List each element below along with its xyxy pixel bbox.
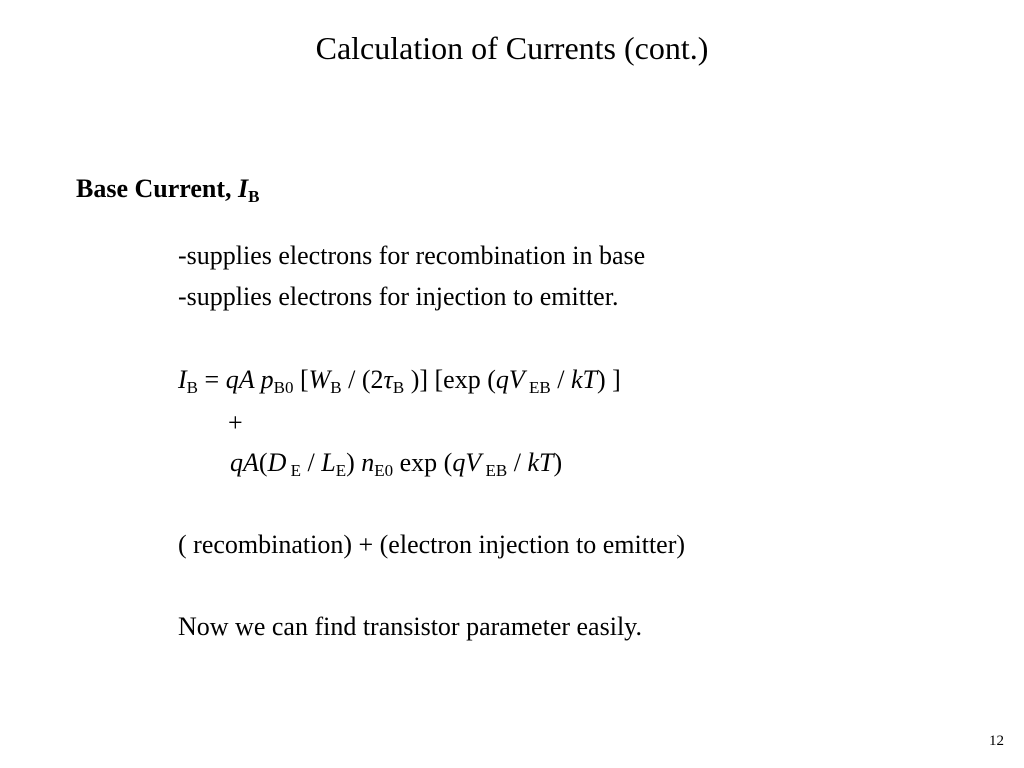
eq1-lhs-sub: B (186, 378, 199, 397)
eq1-kt: kT (570, 365, 597, 394)
heading-symbol: I (238, 174, 249, 203)
eq3-l: L (321, 448, 336, 477)
eq1-open-bracket: [ (293, 365, 309, 394)
eq3-n-sub: E0 (374, 461, 394, 480)
section-heading (76, 172, 259, 206)
bullet-recombination: -supplies electrons for recombination in base (178, 241, 646, 270)
eq1-w: W (308, 365, 331, 394)
summary-line: ( recombination) + (electron injection to emitter) (178, 530, 686, 559)
eq3-qa: qA (230, 448, 259, 477)
eq1-p: p (254, 365, 274, 394)
eq1-div: / (2 (341, 365, 384, 394)
eq3-open: ( (258, 448, 268, 477)
eq1-div2: / (550, 365, 571, 394)
eq1-close: )] [exp ( (404, 365, 496, 394)
eq3-div2: / (507, 448, 528, 477)
eq3-end: ) (553, 448, 563, 477)
eq1-end: ) ] (596, 365, 621, 394)
eq1-tau-sub: B (392, 378, 405, 397)
bullet-injection: -supplies electrons for injection to emitter. (178, 282, 619, 311)
eq3-l-sub: E (335, 461, 347, 480)
eq3-div: / (300, 448, 322, 477)
heading-subscript: B (248, 187, 260, 206)
eq1-lhs-symbol: I (178, 365, 187, 394)
slide-title: Calculation of Currents (cont.) (315, 30, 709, 66)
eq3-d: D (267, 448, 287, 477)
equation-line-1 (178, 363, 621, 397)
equation-line-3 (230, 446, 562, 480)
eq3-qv: qV (452, 448, 482, 477)
eq3-exp: exp ( (393, 448, 453, 477)
eq3-v-sub: EB (481, 461, 508, 480)
eq1-p-sub: B0 (273, 378, 294, 397)
eq1-w-sub: B (330, 378, 342, 397)
page-number: 12 (989, 733, 1004, 749)
eq1-qa: qA (225, 365, 255, 394)
conclusion-line: Now we can find transistor parameter easily. (178, 612, 642, 641)
eq3-kt: kT (527, 448, 554, 477)
eq3-n: n (361, 448, 375, 477)
eq1-equals: = (198, 365, 226, 394)
eq1-qv: qV (495, 365, 525, 394)
eq3-d-sub: E (286, 461, 301, 480)
eq1-v-sub: EB (524, 378, 551, 397)
heading-text: Base Current, (76, 174, 239, 203)
eq3-close: ) (346, 448, 362, 477)
equation-plus: + (228, 408, 243, 437)
eq1-tau: τ (383, 365, 393, 394)
